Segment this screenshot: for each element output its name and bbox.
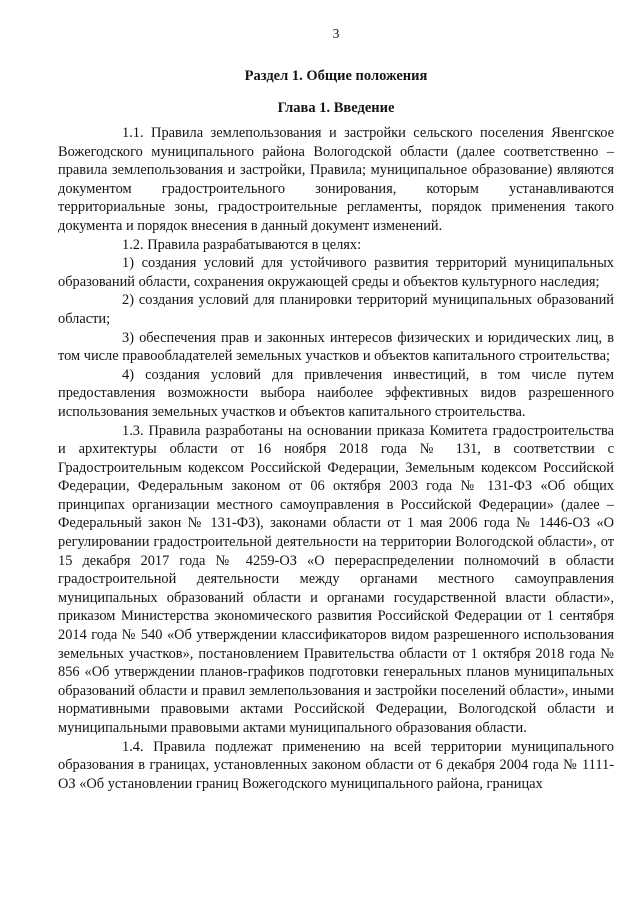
paragraph-number: 1.2. [122,236,144,253]
body-text [58,124,614,793]
list-item-number: 3) [122,329,134,346]
list-item-number: 1) [122,255,134,272]
list-item-text: создания условий для устойчивого развития территорий муниципальных образований области, сохранения окружающей среды и объектов культурного наследия; [58,255,614,290]
paragraph-number: 1.4. [122,738,144,755]
paragraph-text: Правила разрабатываются в целях: [147,236,362,253]
paragraph-text: Правила подлежат применению на всей территории муниципального образования в границах, установленных законом области от 6 декабря 2004 года № 1111-ОЗ «Об установлении границ Вожегодского муниципального района, границах [58,738,614,792]
chapter-title: Глава 1. Введение [277,100,395,116]
section-title: Раздел 1. Общие положения [244,68,428,84]
list-item-2 [58,291,614,328]
list-item-1 [58,254,614,291]
paragraph-number: 1.3. [122,422,144,439]
list-item-number: 2) [122,292,134,309]
paragraph-1-2 [58,236,614,255]
paragraph-1-1 [58,124,614,236]
page-number: 3 [332,26,340,41]
list-item-text: создания условий для планировки территорий муниципальных образований области; [58,292,614,327]
paragraph-1-4 [58,738,614,794]
paragraph-text: Правила разработаны на основании приказа Комитета градостроительства и архитектуры области от 16 ноября 2018 года № 131, в соответствии с Градостроительным кодексом Российской Федерации, Земельным кодексом Российской Федерации, Федеральным законом от 06 октября 2003 года № 131-ФЗ «Об общих принципах организации местного самоуправления в Российской Федерации» (далее – Федеральный закон № 131-ФЗ), законами области от 1 мая 2006 года № 1446-ОЗ «О регулировании градостроительной деятельности на территории Вологодской области», от 15 декабря 2017 года № 4259-ОЗ «О перераспределении полномочий в области градостроительной деятельности между органами местного самоуправления муниципальных образований области и органами государственной власти области», приказом Министерства экономического развития Российской Федерации от 1 сентября 2014 года № 540 «Об утверждении классификаторов видом разрешенного использования земельных участков», постановлением Правительства области от 1 октября 2018 года № 856 «Об утверждении планов-графиков подготовки генеральных планов муниципальных образований области и правил землепользования и застройки поселений области», иными нормативными правовыми актами Российской Федерации, Вологодской области и муниципальными правовыми актами муниципального образования области. [58,422,614,736]
list-item-4 [58,366,614,422]
paragraph-number: 1.1. [122,125,144,141]
list-item-3 [58,329,614,366]
list-item-text: обеспечения прав и законных интересов физических и юридических лиц, в том числе правообладателей земельных участков и объектов капитального строительства; [58,329,614,365]
list-item-number: 4) [122,366,134,383]
paragraph-1-3 [58,422,614,738]
list-item-text: создания условий для привлечения инвестиций, в том числе путем предоставления возможности выбора наиболее эффективных видов разрешенного использования земельных участков и объектов капитального строительства. [58,366,614,420]
paragraph-text: Правила землепользования и застройки сельского поселения Явенгское Вожегодского муниципального района Вологодской области (далее соответственно – правила землепользования и застройки, Правила; муниципальное образование) являются документом градостроительного зонирования, которым устанавливаются территориальные зоны, градостроительные регламенты, порядок применения такого документа и порядок внесения в данный документ изменений. [58,125,614,234]
